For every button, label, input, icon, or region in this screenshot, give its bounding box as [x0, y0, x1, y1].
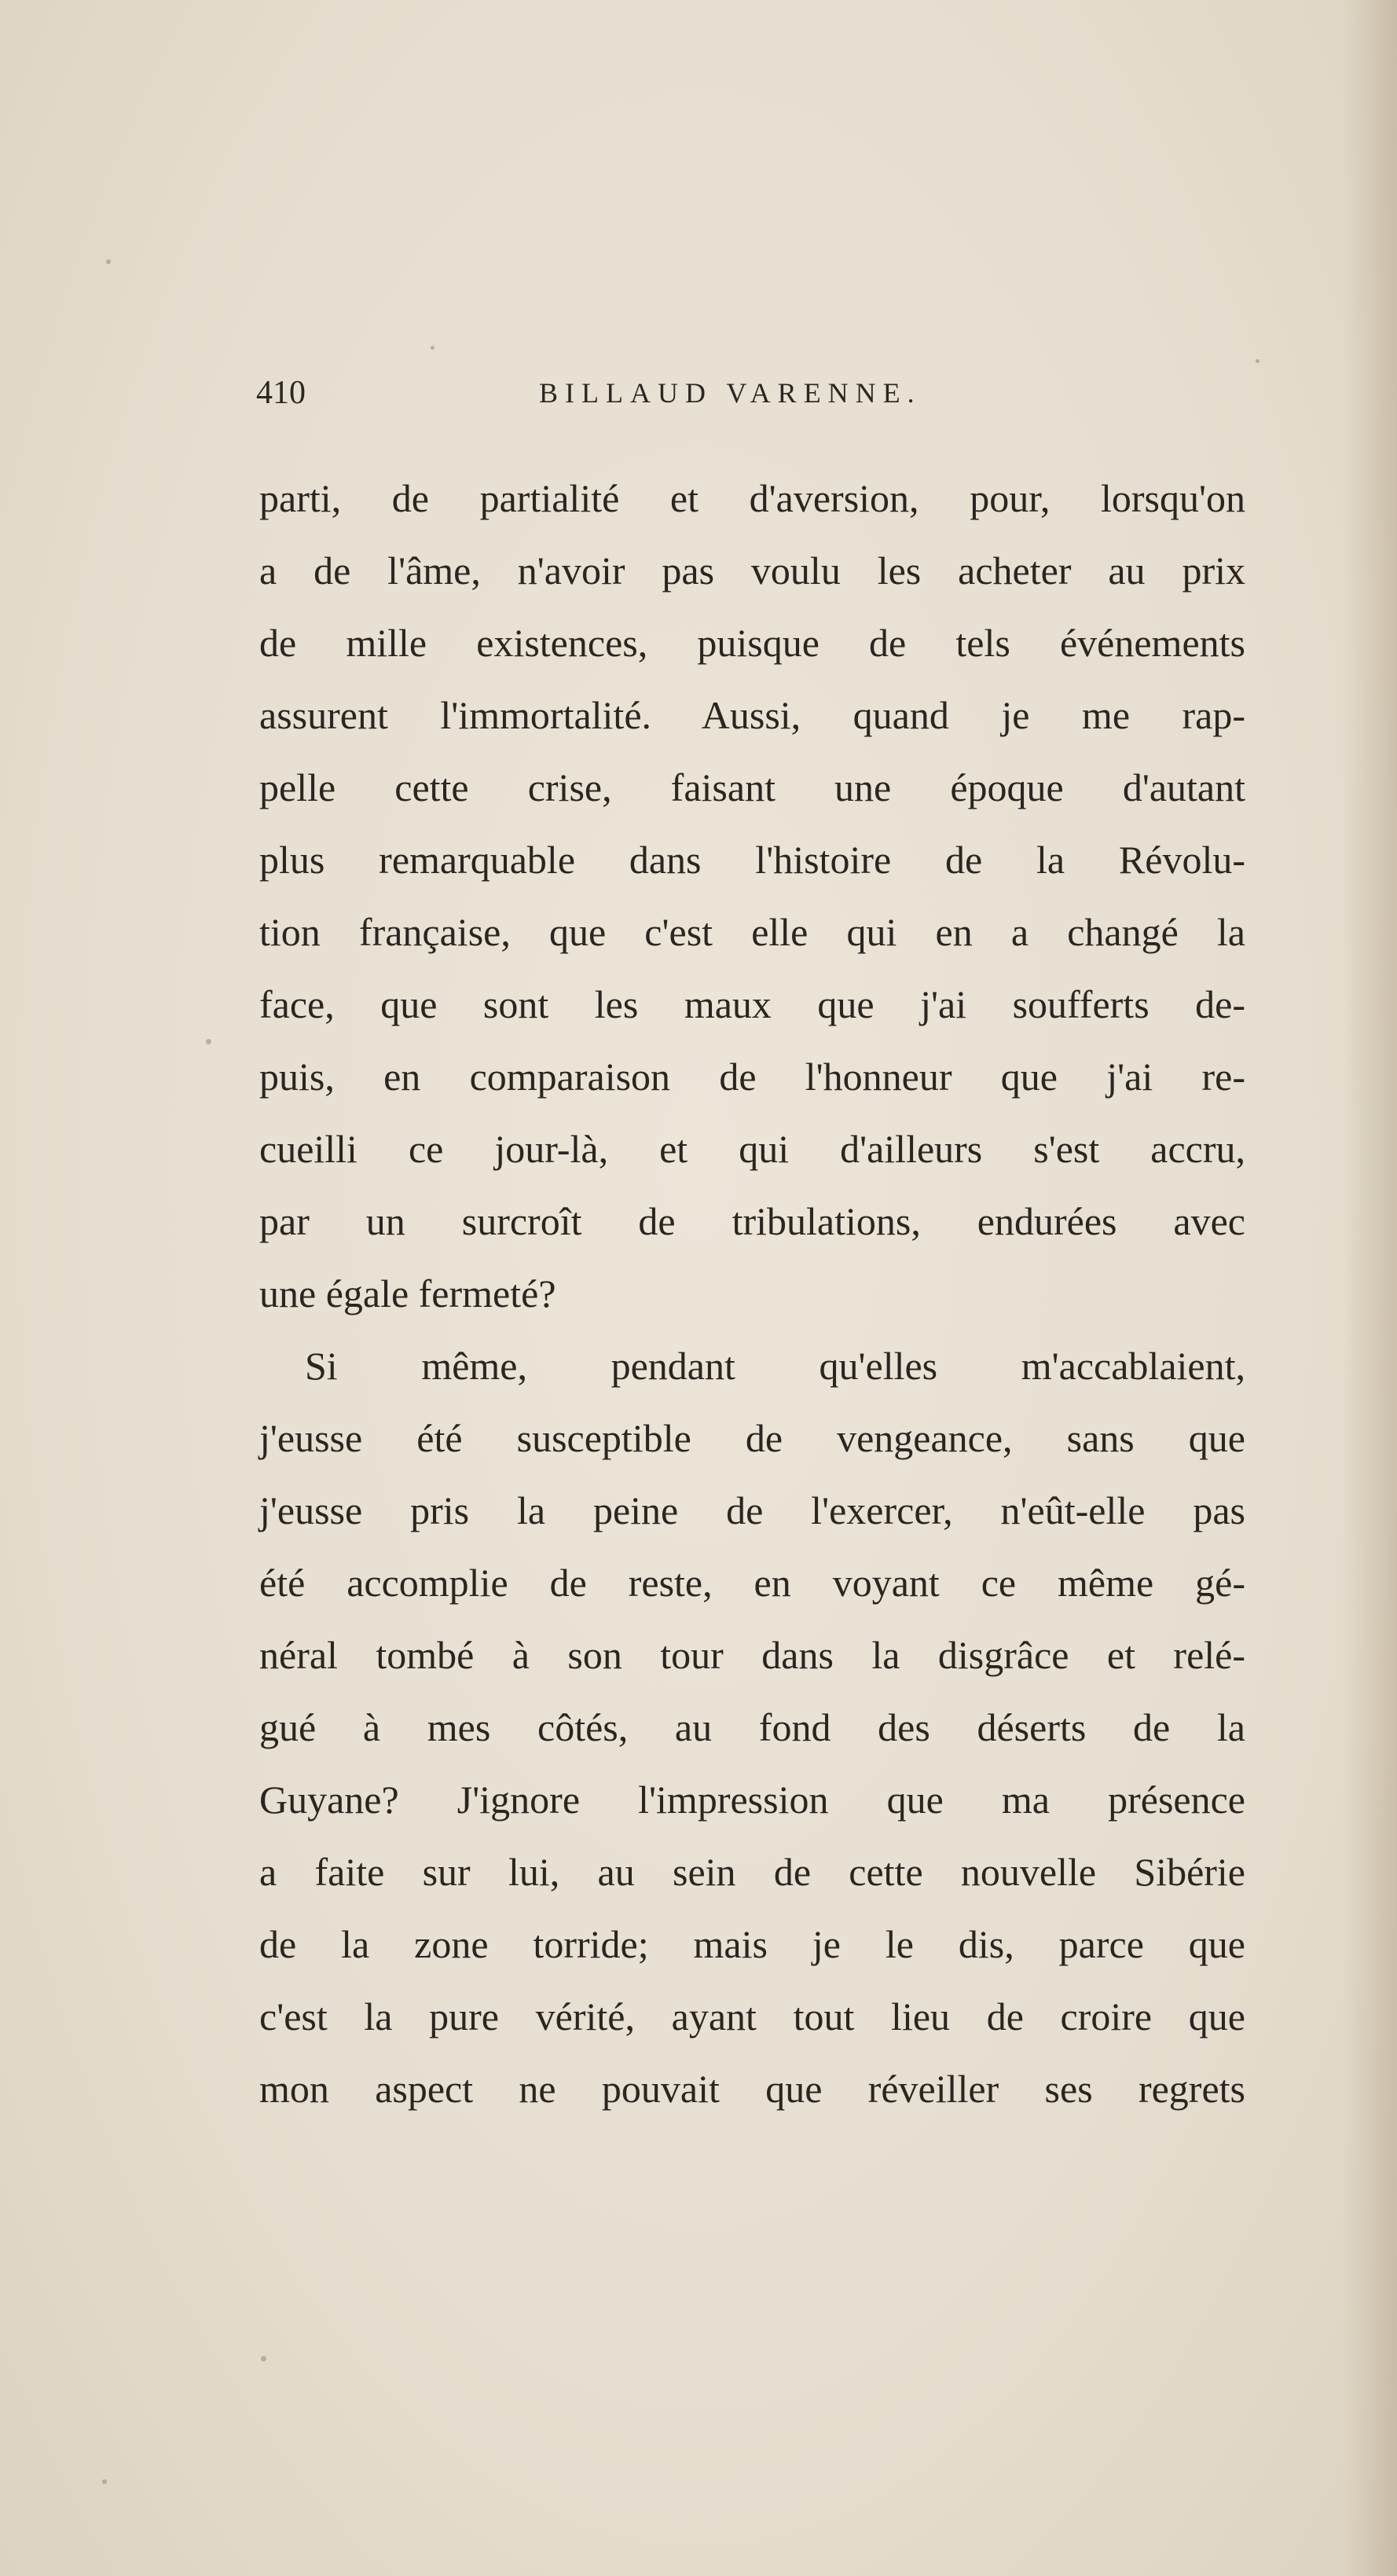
- text-line: pelle cette crise, faisant une époque d'autant: [259, 765, 1245, 809]
- body-text: [259, 462, 1245, 2125]
- text-line: par un surcroît de tribulations, endurées avec: [259, 1199, 1245, 1243]
- paper-speck: [431, 346, 434, 350]
- text-line: puis, en comparaison de l'honneur que j'ai re-: [259, 1055, 1245, 1099]
- text-line: cueilli ce jour-là, et qui d'ailleurs s'est accru,: [259, 1127, 1245, 1171]
- text-line: parti, de partialité et d'aversion, pour, lorsqu'on: [259, 476, 1245, 520]
- text-line: a de l'âme, n'avoir pas voulu les acheter au prix: [259, 549, 1245, 593]
- running-head-title: BILLAUD VARENNE.: [539, 377, 922, 409]
- paragraph-2: [259, 1330, 1245, 2125]
- text-line: Si même, pendant qu'elles m'accablaient,: [305, 1344, 1245, 1388]
- text-line: de la zone torride; mais je le dis, parce que: [259, 1922, 1245, 1966]
- text-line: c'est la pure vérité, ayant tout lieu de croire que: [259, 1994, 1245, 2038]
- text-line: gué à mes côtés, au fond des déserts de la: [259, 1705, 1245, 1749]
- running-header: [256, 369, 1246, 416]
- text-line: face, que sont les maux que j'ai soufferts de-: [259, 982, 1245, 1026]
- paper-speck: [1256, 359, 1260, 363]
- paragraph-1: [259, 462, 1245, 1330]
- text-line: plus remarquable dans l'histoire de la Révolu-: [259, 838, 1245, 882]
- text-line: j'eusse été susceptible de vengeance, sans que: [259, 1416, 1245, 1460]
- text-line: une égale fermeté?: [259, 1271, 556, 1316]
- paper-speck: [261, 2356, 266, 2361]
- paper-speck: [106, 259, 111, 264]
- text-line: assurent l'immortalité. Aussi, quand je me rap-: [259, 693, 1245, 737]
- paper-speck: [102, 2479, 107, 2484]
- page-number: 410: [256, 375, 306, 411]
- text-line: néral tombé à son tour dans la disgrâce et relé-: [259, 1633, 1245, 1677]
- paper-speck: [206, 1039, 211, 1044]
- text-line: tion française, que c'est elle qui en a changé la: [259, 910, 1245, 954]
- text-line: de mille existences, puisque de tels événements: [259, 621, 1245, 665]
- text-line: j'eusse pris la peine de l'exercer, n'eût-elle pas: [259, 1488, 1245, 1532]
- text-line: a faite sur lui, au sein de cette nouvelle Sibérie: [259, 1850, 1245, 1894]
- page-edge-shadow: [1342, 0, 1397, 2576]
- text-line: mon aspect ne pouvait que réveiller ses regrets: [259, 2067, 1245, 2111]
- text-line: été accomplie de reste, en voyant ce même gé-: [259, 1561, 1245, 1605]
- text-line: Guyane? J'ignore l'impression que ma présence: [259, 1778, 1245, 1822]
